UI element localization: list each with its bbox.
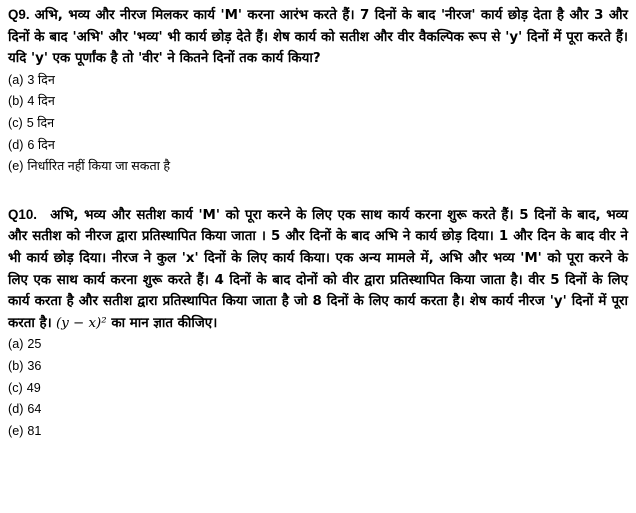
option-label: 25 xyxy=(27,337,42,352)
question-spacer xyxy=(8,178,628,204)
option-label: 3 दिन xyxy=(27,72,55,87)
math-expression: (y − x)² xyxy=(55,315,107,331)
option-d xyxy=(8,399,628,421)
option-label: 81 xyxy=(27,423,42,438)
option-e xyxy=(8,156,628,178)
options-list xyxy=(8,70,628,178)
question-text: अभि, भव्य और नीरज मिलकर कार्य 'M' करना आरंभ करते हैं। 7 दिनों के बाद 'नीरज' कार्य छोड़ देता है और 3 और दिनों के बाद 'अभि' और 'भव्य' भी कार्य छोड़ देते हैं। शेष कार्य को सतीश और वीर वैकल्पिक रूप से 'y' दिनों में पूरा करते हैं। यदि 'y' एक पूर्णांक है तो 'वीर' ने कितने दिनों तक कार्य किया? xyxy=(8,8,628,67)
option-a xyxy=(8,70,628,92)
option-c xyxy=(8,378,628,400)
option-c xyxy=(8,113,628,135)
question-number: Q9. xyxy=(8,7,30,22)
option-marker: (a) xyxy=(8,337,24,352)
options-list xyxy=(8,334,628,442)
question-9-text-block xyxy=(8,4,628,70)
option-e xyxy=(8,421,628,443)
option-label: 5 दिन xyxy=(26,115,55,130)
option-marker: (b) xyxy=(8,94,24,109)
option-a xyxy=(8,334,628,356)
option-label: 6 दिन xyxy=(27,137,55,152)
question-text-tail: का मान ज्ञात कीजिए। xyxy=(106,315,218,331)
option-label: 36 xyxy=(27,358,42,373)
option-b xyxy=(8,91,628,113)
question-9 xyxy=(8,4,628,178)
option-label: निर्धारित नहीं किया जा सकता है xyxy=(27,159,171,174)
option-marker: (d) xyxy=(8,137,24,152)
option-marker: (e) xyxy=(8,423,24,438)
option-marker: (b) xyxy=(8,358,24,373)
option-marker: (a) xyxy=(8,72,24,87)
option-b xyxy=(8,356,628,378)
question-text: अभि, भव्य और सतीश कार्य 'M' को पूरा करने के लिए एक साथ कार्य करना शुरू करते हैं। 5 दिनों के बाद, भव्य और सतीश को नीरज द्वारा प्रतिस्थापित किया जाता । 5 और दिनों के बाद अभि ने कार्य छोड़ दिया। 1 और दिन के बाद वीर ने भी कार्य छोड़ दिया। नीरज ने कुल 'x' दिनों के लिए कार्य किया। एक अन्य मामले में, अभि और भव्य 'M' को पूरा करने के लिए एक साथ कार्य करना शुरू करते हैं। 4 दिनों के बाद दोनों को वीर द्वारा प्रतिस्थापित किया जाता है। वीर 5 दिनों के लिए कार्य करता है और सतीश द्वारा प्रतिस्थापित किया जाता है जो 8 दिनों के लिए कार्य करता है। शेष कार्य नीरज 'y' दिनों में पूरा करता है। xyxy=(8,207,628,331)
option-marker: (c) xyxy=(8,115,23,130)
option-marker: (d) xyxy=(8,402,24,417)
option-marker: (c) xyxy=(8,380,23,395)
question-10 xyxy=(8,204,628,443)
option-d xyxy=(8,135,628,157)
option-label: 49 xyxy=(26,380,41,395)
option-marker: (e) xyxy=(8,159,24,174)
option-label: 64 xyxy=(27,402,42,417)
option-label: 4 दिन xyxy=(27,94,55,109)
question-number: Q10. xyxy=(8,206,38,222)
question-10-text-block xyxy=(8,204,628,335)
